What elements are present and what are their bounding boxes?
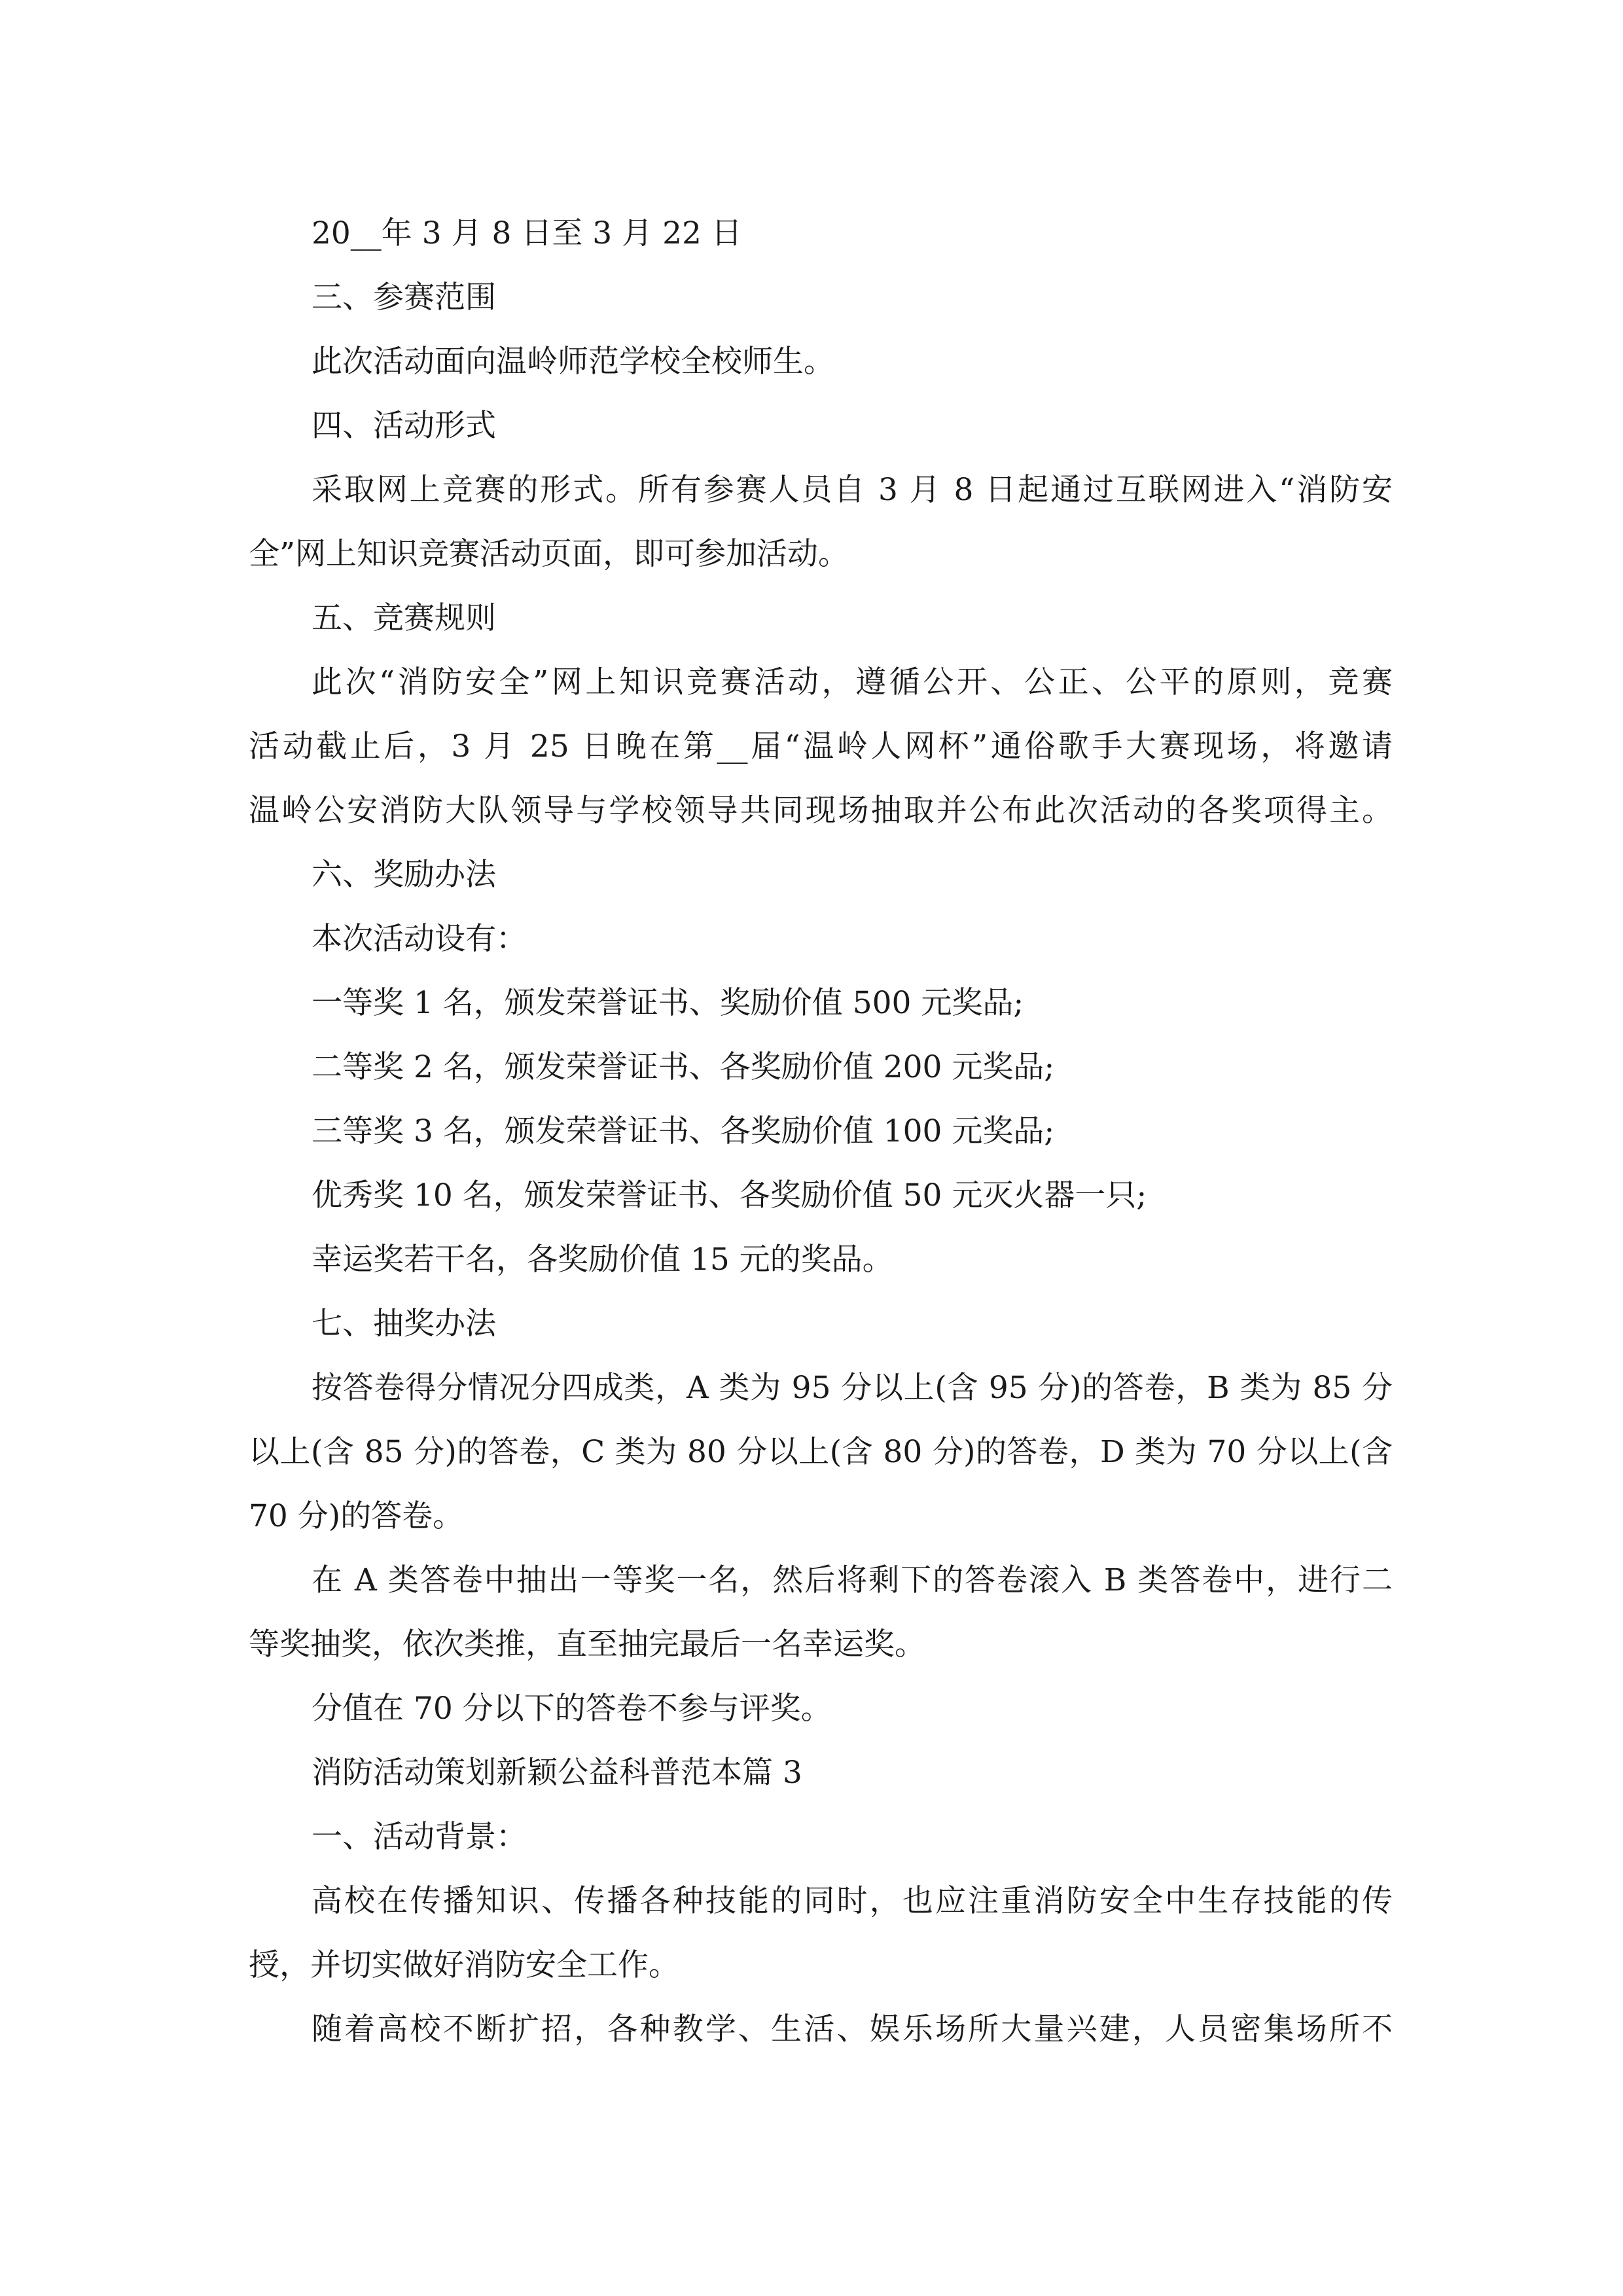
text-line: 幸运奖若干名，各奖励价值 15 元的奖品。 [312, 1242, 893, 1278]
document-body [249, 202, 1393, 2062]
text-line: 三等奖 3 名，颁发荣誉证书、各奖励价值 100 元奖品; [312, 1113, 1055, 1149]
text-line: 70 分)的答卷。 [249, 1498, 464, 1534]
text-line: 一等奖 1 名，颁发荣誉证书、奖励价值 500 元奖品; [312, 985, 1024, 1021]
text-line: 20__年 3 月 8 日至 3 月 22 日 [312, 215, 742, 251]
text-line: 温岭公安消防大队领导与学校领导共同现场抽取并公布此次活动的各奖项得主。 [249, 793, 1393, 829]
text-line: 四、活动形式 [312, 408, 496, 444]
text-line: 六、奖励办法 [312, 857, 496, 893]
text-line: 优秀奖 10 名，颁发荣誉证书、各奖励价值 50 元灭火器一只; [312, 1177, 1147, 1213]
text-line: 此次活动面向温岭师范学校全校师生。 [312, 344, 834, 380]
text-line: 五、竞赛规则 [312, 600, 496, 636]
text-line: 随着高校不断扩招，各种教学、生活、娱乐场所大量兴建，人员密集场所不 [312, 2011, 1393, 2047]
text-line: 本次活动设有： [312, 921, 527, 957]
text-line: 等奖抽奖，依次类推，直至抽完最后一名幸运奖。 [249, 1626, 925, 1662]
text-line: 以上(含 85 分)的答卷，C 类为 80 分以上(含 80 分)的答卷，D 类为 70 分以上(含 [249, 1434, 1393, 1470]
text-line: 全”网上知识竞赛活动页面，即可参加活动。 [249, 536, 849, 572]
text-line: 高校在传播知识、传播各种技能的同时，也应注重消防安全中生存技能的传 [312, 1883, 1393, 1919]
text-line: 采取网上竞赛的形式。所有参赛人员自 3 月 8 日起通过互联网进入“消防安 [312, 472, 1393, 508]
text-line: 分值在 70 分以下的答卷不参与评奖。 [312, 1691, 832, 1727]
text-line: 按答卷得分情况分四成类，A 类为 95 分以上(含 95 分)的答卷，B 类为 85 分 [312, 1370, 1393, 1406]
text-line: 此次“消防安全”网上知识竞赛活动，遵循公开、公正、公平的原则，竞赛 [312, 664, 1393, 700]
text-line: 活动截止后，3 月 25 日晚在第__届“温岭人网杯”通俗歌手大赛现场，将邀请 [249, 728, 1393, 764]
text-line: 二等奖 2 名，颁发荣誉证书、各奖励价值 200 元奖品; [312, 1049, 1055, 1085]
text-line: 消防活动策划新颖公益科普范本篇 3 [312, 1755, 802, 1791]
text-line: 授，并切实做好消防安全工作。 [249, 1947, 679, 1983]
text-line: 在 A 类答卷中抽出一等奖一名，然后将剩下的答卷滚入 B 类答卷中，进行二 [312, 1562, 1393, 1598]
text-line: 一、活动背景： [312, 1819, 527, 1855]
text-line: 三、参赛范围 [312, 279, 496, 315]
text-line: 七、抽奖办法 [312, 1306, 496, 1342]
